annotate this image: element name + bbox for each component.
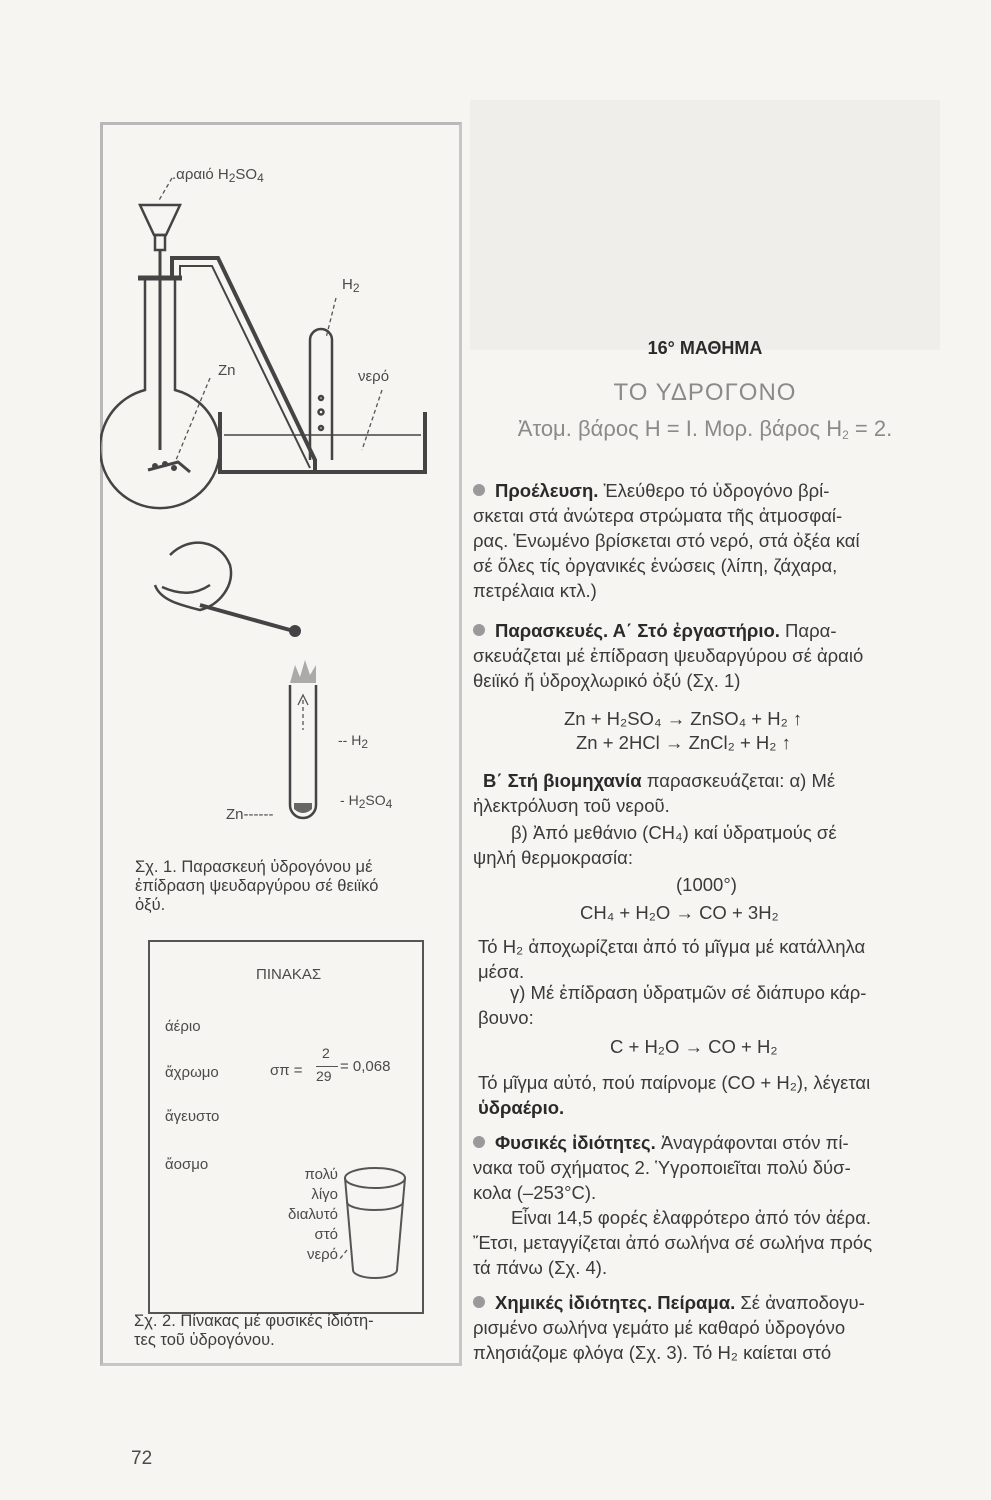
density-value: = 0,068 <box>340 1058 391 1075</box>
lesson-number: 16° ΜΑΘΗΜΑ <box>647 338 763 358</box>
tube-h2-label: -- $H_2$ <box>338 732 369 751</box>
glass-of-water-icon <box>335 1150 415 1290</box>
prop-colorless: ἄχρωμο <box>165 1064 219 1081</box>
equation-methane: CH₄ + H₂O → CO + 3H₂ <box>580 902 779 923</box>
bullet-icon <box>473 624 485 636</box>
apparatus-illustration <box>100 150 456 510</box>
physical-properties-paragraph: Φυσικές ἰδιότητες. Ἀναγράφονται στόν πί- νακα τοῦ σχήματος 2. Ὑγροποιεῖται πολύ δύσ- κολα (–253°C). Εἶναι 14,5 φορές ἐλαφρότερο ἀπό τόν ἀέρα. Ἔτσι, μεταγγίζεται ἀπό σωλήνα σέ σωλήνα πρός τά πάνω (Σχ. 4). <box>473 1132 873 1278</box>
acid-label: .αραιό $H_2SO_4$ <box>172 166 264 185</box>
carbon-paragraph: γ) Μέ ἐπίδραση ὑδρατμῶν σέ διάπυρο κάρ- βουνο: <box>478 982 867 1028</box>
origin-paragraph: Προέλευση. Ἐλεύθερο τό ὑδρογόνο βρί- σκεται στά ἀνώτερα στρώματα τῆς ἀτμοσφαί- ρας. Ἑνωμένο βρίσκεται στό νερό, στά ὀξέα καί σέ ὅλες τίς ὀργανικές ἑνώσεις (λίπη, ζάχαρα, πετρέλαια κτλ.) <box>473 480 860 601</box>
density-denominator: 29 <box>316 1068 332 1084</box>
tube-zinc-label: Zn------ <box>226 806 274 823</box>
figure-2-caption: Σχ. 2. Πίνακας μέ φυσικές ἰδιότη- τες τοῦ ὑδρογόνου. <box>134 1312 374 1349</box>
bullet-icon <box>473 1296 485 1308</box>
solubility-label: πολύ λίγο διαλυτό στό νερό <box>288 1166 338 1263</box>
bullet-icon <box>473 484 485 496</box>
methane-paragraph: β) Ἀπό μεθάνιο (CH₄) καί ὑδρατμούς σέ ψηλή θερμοκρασία: <box>473 822 837 868</box>
bleed-through-block <box>470 100 940 350</box>
density-prefix: σπ = <box>270 1062 303 1079</box>
figure-1-caption: Σχ. 1. Παρασκευή ὑδρογόνου μέ ἐπίδραση ψευδαργύρου σέ θειϊκό ὀξύ. <box>135 858 379 914</box>
tube-acid-label: - $H_2SO_4$ <box>340 792 393 811</box>
water-gas-paragraph: Τό μῖγμα αὐτό, πού παίρνομε (CO + H₂), λέγεται ὑδραέριο. <box>478 1072 871 1118</box>
prop-odorless: ἄοσμο <box>165 1156 209 1173</box>
equation-zn-h2so4: Zn + H₂SO₄ → ZnSO₄ + H₂ ↑ <box>564 708 803 729</box>
bullet-icon <box>473 1136 485 1148</box>
h2-label: $H_2$ <box>342 276 360 295</box>
temperature: (1000°) <box>676 874 737 895</box>
atomic-weights: Ἀτομ. βάρος Η = Ι. Μορ. βάρος $H_2 = 2$. <box>517 416 893 442</box>
water-label: νερό <box>358 368 390 385</box>
prop-tasteless: ἄγευστο <box>165 1108 220 1125</box>
page-number: 72 <box>131 1448 153 1469</box>
equation-carbon: C + H₂O → CO + H₂ <box>610 1036 778 1057</box>
lesson-title: ΤΟ ΥΔΡΟΓΟΝΟ <box>613 379 797 406</box>
equation-zn-hcl: Zn + 2HCl → ZnCl₂ + H₂ ↑ <box>576 732 791 753</box>
table-title: ΠΙΝΑΚΑΣ <box>256 966 322 983</box>
preparation-paragraph: Παρασκευές. Α΄ Στό ἐργαστήριο. Παρα- σκευάζεται μέ ἐπίδραση ψευδαργύρου σέ ἀραιό θειϊκό ἤ ὑδροχλωρικό ὀξύ (Σχ. 1) <box>473 620 864 691</box>
separation-paragraph: Τό H₂ ἀποχωρίζεται ἀπό τό μῖγμα μέ κατάλληλα μέσα. <box>478 936 866 982</box>
test-tube-illustration <box>140 525 440 845</box>
prop-gas: άέριο <box>165 1018 201 1035</box>
density-numerator: 2 <box>322 1045 330 1061</box>
zinc-label: Zn <box>218 362 236 379</box>
chemical-properties-paragraph: Χημικές ἰδιότητες. Πείραμα. Σέ ἀναποδογυ- ρισμένο σωλήνα γεμάτο μέ καθαρό ὑδρογόνο πλησιάζομε φλόγα (Σχ. 3). Τό H₂ καίεται στό <box>473 1292 865 1363</box>
fraction-bar <box>316 1066 338 1067</box>
industry-paragraph: Β΄ Στή βιομηχανία παρασκευάζεται: α) Μέ ἠλεκτρόλυση τοῦ νεροῦ. <box>473 770 836 816</box>
